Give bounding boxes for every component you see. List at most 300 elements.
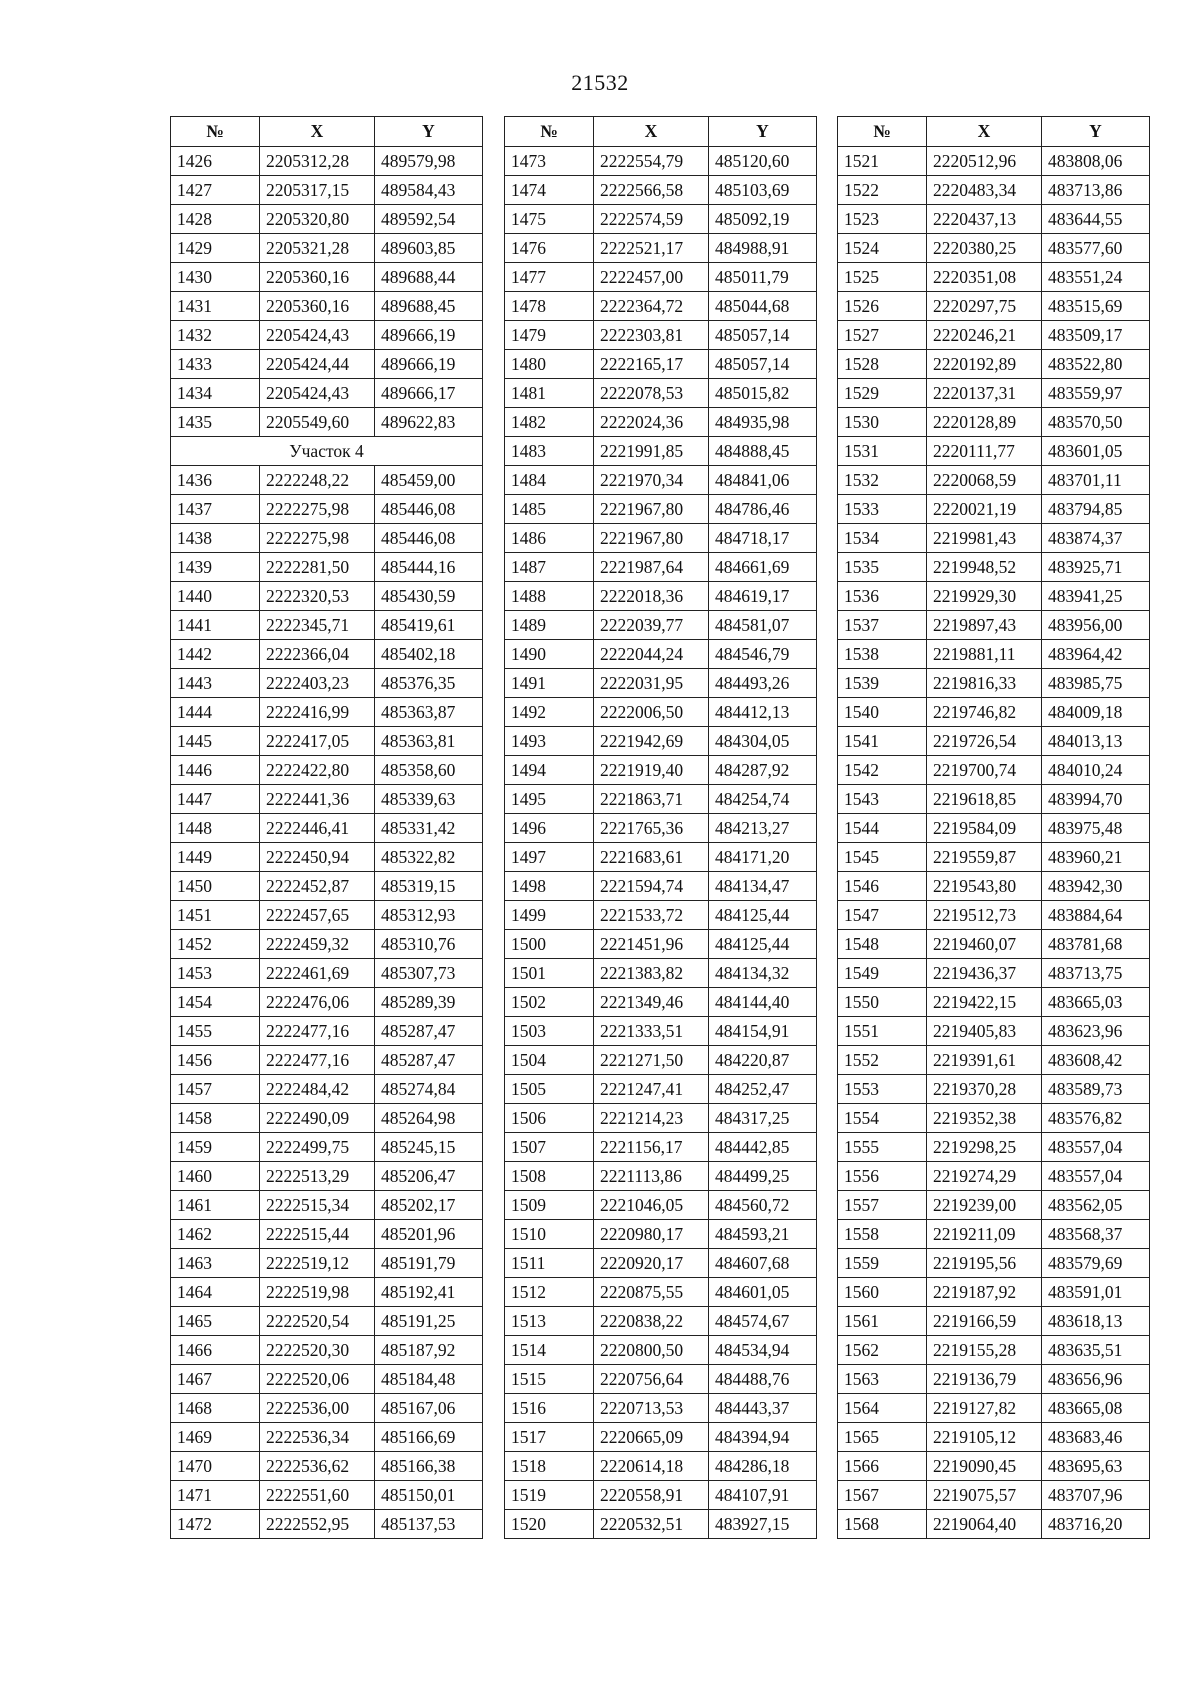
table-row	[505, 1278, 817, 1307]
point-number-cell: 1449	[171, 843, 260, 872]
point-number-cell: 1431	[171, 292, 260, 321]
y-coordinate-cell: 484786,46	[709, 495, 817, 524]
point-number-cell: 1439	[171, 553, 260, 582]
header-number: №	[171, 117, 260, 147]
y-coordinate-cell: 483515,69	[1042, 292, 1150, 321]
table-row	[838, 1423, 1150, 1452]
table-row	[505, 408, 817, 437]
x-coordinate-cell: 2221967,80	[594, 524, 709, 553]
x-coordinate-cell: 2222441,36	[260, 785, 375, 814]
x-coordinate-cell: 2222024,36	[594, 408, 709, 437]
point-number-cell: 1500	[505, 930, 594, 959]
table-row	[505, 727, 817, 756]
table-row	[505, 234, 817, 263]
table-row	[838, 408, 1150, 437]
table-header-row	[505, 117, 817, 147]
table-row	[171, 640, 483, 669]
point-number-cell: 1442	[171, 640, 260, 669]
y-coordinate-cell: 484213,27	[709, 814, 817, 843]
table-row	[505, 466, 817, 495]
table-row	[838, 930, 1150, 959]
point-number-cell: 1566	[838, 1452, 927, 1481]
point-number-cell: 1495	[505, 785, 594, 814]
y-coordinate-cell: 484144,40	[709, 988, 817, 1017]
x-coordinate-cell: 2222366,04	[260, 640, 375, 669]
y-coordinate-cell: 483884,64	[1042, 901, 1150, 930]
x-coordinate-cell: 2222457,00	[594, 263, 709, 292]
y-coordinate-cell: 483522,80	[1042, 350, 1150, 379]
y-coordinate-cell: 489579,98	[375, 147, 483, 176]
table-row	[838, 1307, 1150, 1336]
y-coordinate-cell: 483985,75	[1042, 669, 1150, 698]
table-row	[838, 553, 1150, 582]
point-number-cell: 1538	[838, 640, 927, 669]
point-number-cell: 1453	[171, 959, 260, 988]
section-label: Участок 4	[171, 437, 483, 466]
y-coordinate-cell: 485184,48	[375, 1365, 483, 1394]
point-number-cell: 1545	[838, 843, 927, 872]
point-number-cell: 1479	[505, 321, 594, 350]
y-coordinate-cell: 485166,38	[375, 1452, 483, 1481]
y-coordinate-cell: 485419,61	[375, 611, 483, 640]
point-number-cell: 1512	[505, 1278, 594, 1307]
point-number-cell: 1559	[838, 1249, 927, 1278]
table-row	[505, 872, 817, 901]
point-number-cell: 1455	[171, 1017, 260, 1046]
point-number-cell: 1525	[838, 263, 927, 292]
x-coordinate-cell: 2219136,79	[927, 1365, 1042, 1394]
table-row	[505, 1481, 817, 1510]
x-coordinate-cell: 2205321,28	[260, 234, 375, 263]
y-coordinate-cell: 485015,82	[709, 379, 817, 408]
y-coordinate-cell: 483960,21	[1042, 843, 1150, 872]
page-number: 21532	[571, 70, 629, 95]
x-coordinate-cell: 2220246,21	[927, 321, 1042, 350]
x-coordinate-cell: 2222461,69	[260, 959, 375, 988]
x-coordinate-cell: 2222345,71	[260, 611, 375, 640]
y-coordinate-cell: 484154,91	[709, 1017, 817, 1046]
section-row	[171, 437, 483, 466]
point-number-cell: 1428	[171, 205, 260, 234]
y-coordinate-cell: 484988,91	[709, 234, 817, 263]
x-coordinate-cell: 2222281,50	[260, 553, 375, 582]
table-row	[838, 1220, 1150, 1249]
table-row	[171, 176, 483, 205]
x-coordinate-cell: 2222477,16	[260, 1046, 375, 1075]
point-number-cell: 1484	[505, 466, 594, 495]
y-coordinate-cell: 485245,15	[375, 1133, 483, 1162]
x-coordinate-cell: 2220021,19	[927, 495, 1042, 524]
x-coordinate-cell: 2220713,53	[594, 1394, 709, 1423]
x-coordinate-cell: 2221247,41	[594, 1075, 709, 1104]
point-number-cell: 1466	[171, 1336, 260, 1365]
point-number-cell: 1486	[505, 524, 594, 553]
table-row	[505, 988, 817, 1017]
table-row	[505, 263, 817, 292]
x-coordinate-cell: 2219075,57	[927, 1481, 1042, 1510]
point-number-cell: 1531	[838, 437, 927, 466]
x-coordinate-cell: 2219700,74	[927, 756, 1042, 785]
table-row	[838, 756, 1150, 785]
x-coordinate-cell: 2222490,09	[260, 1104, 375, 1133]
x-coordinate-cell: 2221991,85	[594, 437, 709, 466]
y-coordinate-cell: 485206,47	[375, 1162, 483, 1191]
point-number-cell: 1564	[838, 1394, 927, 1423]
y-coordinate-cell: 485187,92	[375, 1336, 483, 1365]
table-row	[505, 843, 817, 872]
y-coordinate-cell: 485137,53	[375, 1510, 483, 1539]
y-coordinate-cell: 484134,47	[709, 872, 817, 901]
x-coordinate-cell: 2219211,09	[927, 1220, 1042, 1249]
x-coordinate-cell: 2221970,34	[594, 466, 709, 495]
table-row	[171, 1220, 483, 1249]
point-number-cell: 1537	[838, 611, 927, 640]
point-number-cell: 1541	[838, 727, 927, 756]
x-coordinate-cell: 2222520,06	[260, 1365, 375, 1394]
table-row	[171, 321, 483, 350]
table-row	[505, 495, 817, 524]
point-number-cell: 1483	[505, 437, 594, 466]
x-coordinate-cell: 2205320,80	[260, 205, 375, 234]
y-coordinate-cell: 485287,47	[375, 1017, 483, 1046]
x-coordinate-cell: 2220351,08	[927, 263, 1042, 292]
point-number-cell: 1529	[838, 379, 927, 408]
x-coordinate-cell: 2222422,80	[260, 756, 375, 785]
table-row	[171, 1423, 483, 1452]
table-row	[171, 147, 483, 176]
table-row	[171, 756, 483, 785]
y-coordinate-cell: 484287,92	[709, 756, 817, 785]
table-row	[171, 901, 483, 930]
point-number-cell: 1553	[838, 1075, 927, 1104]
point-number-cell: 1494	[505, 756, 594, 785]
table-row	[171, 350, 483, 379]
table-row	[838, 466, 1150, 495]
point-number-cell: 1496	[505, 814, 594, 843]
x-coordinate-cell: 2222499,75	[260, 1133, 375, 1162]
point-number-cell: 1432	[171, 321, 260, 350]
table-row	[838, 1191, 1150, 1220]
table-row	[838, 814, 1150, 843]
x-coordinate-cell: 2222519,98	[260, 1278, 375, 1307]
point-number-cell: 1523	[838, 205, 927, 234]
table-row	[505, 1452, 817, 1481]
y-coordinate-cell: 484412,13	[709, 698, 817, 727]
x-coordinate-cell: 2219436,37	[927, 959, 1042, 988]
x-coordinate-cell: 2222536,34	[260, 1423, 375, 1452]
table-row	[505, 379, 817, 408]
x-coordinate-cell: 2221451,96	[594, 930, 709, 959]
y-coordinate-cell: 483577,60	[1042, 234, 1150, 263]
table-row	[171, 1249, 483, 1278]
table-row	[838, 727, 1150, 756]
x-coordinate-cell: 2219391,61	[927, 1046, 1042, 1075]
y-coordinate-cell: 484013,13	[1042, 727, 1150, 756]
table-row	[838, 234, 1150, 263]
y-coordinate-cell: 485430,59	[375, 582, 483, 611]
table-row	[505, 611, 817, 640]
x-coordinate-cell: 2220483,34	[927, 176, 1042, 205]
x-coordinate-cell: 2221987,64	[594, 553, 709, 582]
table-row	[505, 814, 817, 843]
y-coordinate-cell: 485150,01	[375, 1481, 483, 1510]
x-coordinate-cell: 2219274,29	[927, 1162, 1042, 1191]
x-coordinate-cell: 2222513,29	[260, 1162, 375, 1191]
x-coordinate-cell: 2219460,07	[927, 930, 1042, 959]
table-row	[171, 1394, 483, 1423]
point-number-cell: 1509	[505, 1191, 594, 1220]
point-number-cell: 1505	[505, 1075, 594, 1104]
y-coordinate-cell: 484171,20	[709, 843, 817, 872]
y-coordinate-cell: 484488,76	[709, 1365, 817, 1394]
point-number-cell: 1460	[171, 1162, 260, 1191]
y-coordinate-cell: 484546,79	[709, 640, 817, 669]
table-row	[171, 1481, 483, 1510]
x-coordinate-cell: 2220665,09	[594, 1423, 709, 1452]
point-number-cell: 1465	[171, 1307, 260, 1336]
point-number-cell: 1450	[171, 872, 260, 901]
x-coordinate-cell: 2219187,92	[927, 1278, 1042, 1307]
point-number-cell: 1546	[838, 872, 927, 901]
point-number-cell: 1458	[171, 1104, 260, 1133]
point-number-cell: 1464	[171, 1278, 260, 1307]
table-header-row	[838, 117, 1150, 147]
table-row	[505, 582, 817, 611]
y-coordinate-cell: 484607,68	[709, 1249, 817, 1278]
y-coordinate-cell: 483994,70	[1042, 785, 1150, 814]
x-coordinate-cell: 2222520,30	[260, 1336, 375, 1365]
point-number-cell: 1490	[505, 640, 594, 669]
x-coordinate-cell: 2222417,05	[260, 727, 375, 756]
x-coordinate-cell: 2205424,43	[260, 321, 375, 350]
x-coordinate-cell: 2222364,72	[594, 292, 709, 321]
x-coordinate-cell: 2220756,64	[594, 1365, 709, 1394]
y-coordinate-cell: 484125,44	[709, 901, 817, 930]
x-coordinate-cell: 2219897,43	[927, 611, 1042, 640]
table-row	[838, 872, 1150, 901]
x-coordinate-cell: 2220920,17	[594, 1249, 709, 1278]
y-coordinate-cell: 484286,18	[709, 1452, 817, 1481]
x-coordinate-cell: 2219726,54	[927, 727, 1042, 756]
point-number-cell: 1547	[838, 901, 927, 930]
x-coordinate-cell: 2222303,81	[594, 321, 709, 350]
table-row	[838, 1249, 1150, 1278]
x-coordinate-cell: 2222457,65	[260, 901, 375, 930]
point-number-cell: 1481	[505, 379, 594, 408]
x-coordinate-cell: 2219948,52	[927, 553, 1042, 582]
point-number-cell: 1493	[505, 727, 594, 756]
y-coordinate-cell: 485446,08	[375, 495, 483, 524]
y-coordinate-cell: 484125,44	[709, 930, 817, 959]
y-coordinate-cell: 485358,60	[375, 756, 483, 785]
x-coordinate-cell: 2220532,51	[594, 1510, 709, 1539]
y-coordinate-cell: 485274,84	[375, 1075, 483, 1104]
coordinates-table-2	[504, 116, 817, 1539]
table-row	[171, 1365, 483, 1394]
x-coordinate-cell: 2222551,60	[260, 1481, 375, 1510]
table-row	[171, 1075, 483, 1104]
y-coordinate-cell: 484010,24	[1042, 756, 1150, 785]
point-number-cell: 1438	[171, 524, 260, 553]
table-row	[171, 611, 483, 640]
x-coordinate-cell: 2219618,85	[927, 785, 1042, 814]
point-number-cell: 1485	[505, 495, 594, 524]
y-coordinate-cell: 483925,71	[1042, 553, 1150, 582]
table-row	[838, 1510, 1150, 1539]
x-coordinate-cell: 2219929,30	[927, 582, 1042, 611]
table-row	[838, 1075, 1150, 1104]
y-coordinate-cell: 484888,45	[709, 437, 817, 466]
y-coordinate-cell: 483579,69	[1042, 1249, 1150, 1278]
table-row	[838, 1104, 1150, 1133]
point-number-cell: 1482	[505, 408, 594, 437]
table-row	[171, 292, 483, 321]
header-y: Y	[375, 117, 483, 147]
point-number-cell: 1510	[505, 1220, 594, 1249]
point-number-cell: 1560	[838, 1278, 927, 1307]
point-number-cell: 1444	[171, 698, 260, 727]
y-coordinate-cell: 483808,06	[1042, 147, 1150, 176]
table-row	[838, 959, 1150, 988]
y-coordinate-cell: 483557,04	[1042, 1162, 1150, 1191]
x-coordinate-cell: 2222044,24	[594, 640, 709, 669]
y-coordinate-cell: 483509,17	[1042, 321, 1150, 350]
point-number-cell: 1513	[505, 1307, 594, 1336]
x-coordinate-cell: 2220111,77	[927, 437, 1042, 466]
x-coordinate-cell: 2222403,23	[260, 669, 375, 698]
point-number-cell: 1440	[171, 582, 260, 611]
table-row	[838, 1336, 1150, 1365]
y-coordinate-cell: 485307,73	[375, 959, 483, 988]
x-coordinate-cell: 2219881,11	[927, 640, 1042, 669]
point-number-cell: 1557	[838, 1191, 927, 1220]
point-number-cell: 1434	[171, 379, 260, 408]
x-coordinate-cell: 2222536,62	[260, 1452, 375, 1481]
x-coordinate-cell: 2222320,53	[260, 582, 375, 611]
y-coordinate-cell: 484661,69	[709, 553, 817, 582]
point-number-cell: 1427	[171, 176, 260, 205]
point-number-cell: 1489	[505, 611, 594, 640]
y-coordinate-cell: 489592,54	[375, 205, 483, 234]
coordinates-table-1	[170, 116, 483, 1539]
table-row	[171, 466, 483, 495]
x-coordinate-cell: 2222165,17	[594, 350, 709, 379]
y-coordinate-cell: 484560,72	[709, 1191, 817, 1220]
table-row	[505, 1365, 817, 1394]
x-coordinate-cell: 2222018,36	[594, 582, 709, 611]
table-row	[838, 205, 1150, 234]
x-coordinate-cell: 2222515,44	[260, 1220, 375, 1249]
point-number-cell: 1567	[838, 1481, 927, 1510]
x-coordinate-cell: 2220875,55	[594, 1278, 709, 1307]
table-row	[171, 814, 483, 843]
y-coordinate-cell: 483618,13	[1042, 1307, 1150, 1336]
table-row	[505, 930, 817, 959]
point-number-cell: 1474	[505, 176, 594, 205]
table-row	[505, 1249, 817, 1278]
table-row	[171, 1133, 483, 1162]
table-row	[171, 205, 483, 234]
y-coordinate-cell: 485459,00	[375, 466, 483, 495]
x-coordinate-cell: 2220614,18	[594, 1452, 709, 1481]
table-row	[171, 988, 483, 1017]
point-number-cell: 1462	[171, 1220, 260, 1249]
point-number-cell: 1507	[505, 1133, 594, 1162]
x-coordinate-cell: 2219298,25	[927, 1133, 1042, 1162]
point-number-cell: 1527	[838, 321, 927, 350]
x-coordinate-cell: 2219239,00	[927, 1191, 1042, 1220]
point-number-cell: 1456	[171, 1046, 260, 1075]
x-coordinate-cell: 2221683,61	[594, 843, 709, 872]
point-number-cell: 1524	[838, 234, 927, 263]
x-coordinate-cell: 2219064,40	[927, 1510, 1042, 1539]
x-coordinate-cell: 2222574,59	[594, 205, 709, 234]
point-number-cell: 1517	[505, 1423, 594, 1452]
x-coordinate-cell: 2221156,17	[594, 1133, 709, 1162]
x-coordinate-cell: 2219155,28	[927, 1336, 1042, 1365]
point-number-cell: 1488	[505, 582, 594, 611]
y-coordinate-cell: 485057,14	[709, 350, 817, 379]
table-row	[171, 727, 483, 756]
y-coordinate-cell: 484718,17	[709, 524, 817, 553]
point-number-cell: 1446	[171, 756, 260, 785]
y-coordinate-cell: 483665,08	[1042, 1394, 1150, 1423]
table-header-row	[171, 117, 483, 147]
table-row	[838, 582, 1150, 611]
y-coordinate-cell: 483927,15	[709, 1510, 817, 1539]
point-number-cell: 1469	[171, 1423, 260, 1452]
x-coordinate-cell: 2219559,87	[927, 843, 1042, 872]
table-row	[505, 1336, 817, 1365]
point-number-cell: 1526	[838, 292, 927, 321]
table-row	[171, 1104, 483, 1133]
y-coordinate-cell: 483559,97	[1042, 379, 1150, 408]
table-row	[505, 1191, 817, 1220]
y-coordinate-cell: 485092,19	[709, 205, 817, 234]
y-coordinate-cell: 484593,21	[709, 1220, 817, 1249]
y-coordinate-cell: 483975,48	[1042, 814, 1150, 843]
point-number-cell: 1532	[838, 466, 927, 495]
table-row	[838, 1046, 1150, 1075]
y-coordinate-cell: 485191,79	[375, 1249, 483, 1278]
x-coordinate-cell: 2222446,41	[260, 814, 375, 843]
table-row	[171, 843, 483, 872]
point-number-cell: 1521	[838, 147, 927, 176]
x-coordinate-cell: 2220437,13	[927, 205, 1042, 234]
y-coordinate-cell: 483701,11	[1042, 466, 1150, 495]
point-number-cell: 1454	[171, 988, 260, 1017]
point-number-cell: 1540	[838, 698, 927, 727]
x-coordinate-cell: 2220297,75	[927, 292, 1042, 321]
y-coordinate-cell: 484304,05	[709, 727, 817, 756]
table-row	[171, 1278, 483, 1307]
table-row	[171, 234, 483, 263]
point-number-cell: 1528	[838, 350, 927, 379]
table-row	[505, 901, 817, 930]
point-number-cell: 1445	[171, 727, 260, 756]
x-coordinate-cell: 2220512,96	[927, 147, 1042, 176]
y-coordinate-cell: 483794,85	[1042, 495, 1150, 524]
y-coordinate-cell: 489666,19	[375, 350, 483, 379]
x-coordinate-cell: 2220137,31	[927, 379, 1042, 408]
y-coordinate-cell: 483589,73	[1042, 1075, 1150, 1104]
header-y: Y	[1042, 117, 1150, 147]
y-coordinate-cell: 483644,55	[1042, 205, 1150, 234]
point-number-cell: 1476	[505, 234, 594, 263]
table-row	[171, 959, 483, 988]
table-row	[171, 553, 483, 582]
x-coordinate-cell: 2222515,34	[260, 1191, 375, 1220]
